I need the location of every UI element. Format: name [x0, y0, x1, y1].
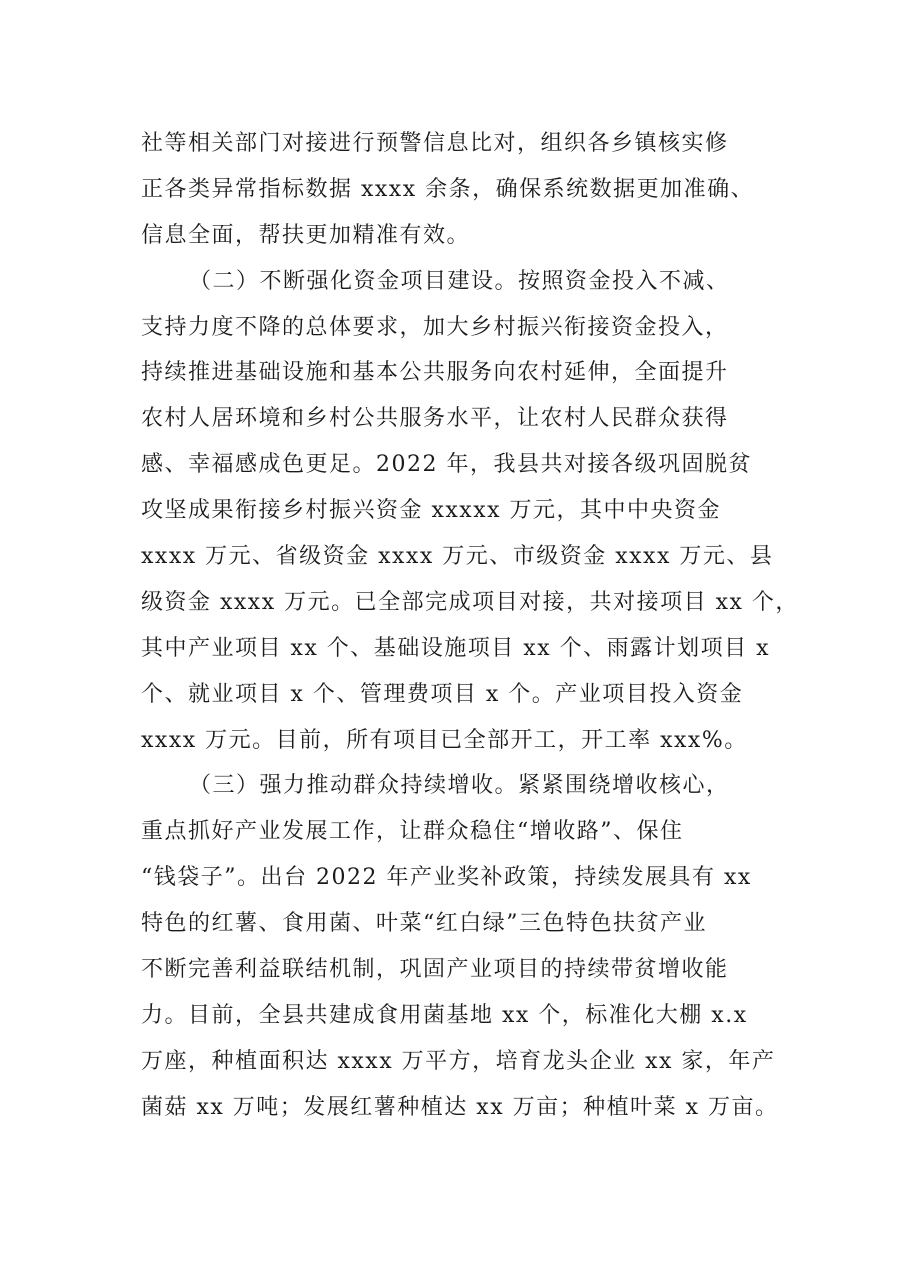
text-line: 级资金 xxxx 万元。已全部完成项目对接，共对接项目 xx 个，: [141, 589, 799, 615]
text-line: 攻坚成果衔接乡村振兴资金 xxxxx 万元，其中中央资金: [141, 498, 722, 524]
text-line: 社等相关部门对接进行预警信息比对，组织各乡镇核实修: [141, 131, 729, 156]
text-line: “钱袋子”。出台 2022 年产业奖补政策，持续发展具有 xx: [141, 865, 752, 891]
text-line: 支持力度不降的总体要求，加大乡村振兴衔接资金投入，: [141, 314, 729, 340]
text-line: xxxx 万元、省级资金 xxxx 万元、市级资金 xxxx 万元、县: [141, 544, 774, 570]
document-body: [141, 121, 801, 1131]
text-line: 信息全面，帮扶更加精准有效。: [141, 222, 471, 248]
text-line: 个、就业项目 x 个、管理费项目 x 个。产业项目投入资金: [141, 681, 744, 707]
text-line: 不断完善利益联结机制，巩固产业项目的持续带贫增收能: [141, 957, 729, 983]
text-line: 特色的红薯、食用菌、叶菜“红白绿”三色特色扶贫产业: [141, 911, 707, 937]
text-line: 其中产业项目 xx 个、基础设施项目 xx 个、雨露计划项目 x: [141, 635, 771, 661]
text-line: 万座，种植面积达 xxxx 万平方，培育龙头企业 xx 家，年产: [141, 1048, 776, 1074]
text-line: 力。目前，全县共建成食用菌基地 xx 个，标准化大棚 x.x: [141, 1002, 748, 1028]
text-line: 重点抓好产业发展工作，让群众稳住“增收路”、保住: [141, 819, 684, 845]
text-line: 持续推进基础设施和基本公共服务向农村延伸，全面提升: [141, 360, 729, 386]
text-line: 菌菇 xx 万吨；发展红薯种植达 xx 万亩；种植叶菜 x 万亩。: [141, 1094, 779, 1120]
text-line: 农村人居环境和乡村公共服务水平，让农村人民群众获得: [141, 406, 729, 432]
text-line: 正各类异常指标数据 xxxx 余条，确保系统数据更加准确、: [141, 176, 755, 202]
section-heading-line: （二）不断强化资金项目建设。按照资金投入不减、: [189, 268, 730, 294]
section-heading-line: （三）强力推动群众持续增收。紧紧围绕增收核心，: [189, 773, 730, 799]
text-line: 感、幸福感成色更足。2022 年，我县共对接各级巩固脱贫: [141, 452, 752, 478]
text-line: xxxx 万元。目前，所有项目已全部开工，开工率 xxx%。: [141, 727, 748, 753]
